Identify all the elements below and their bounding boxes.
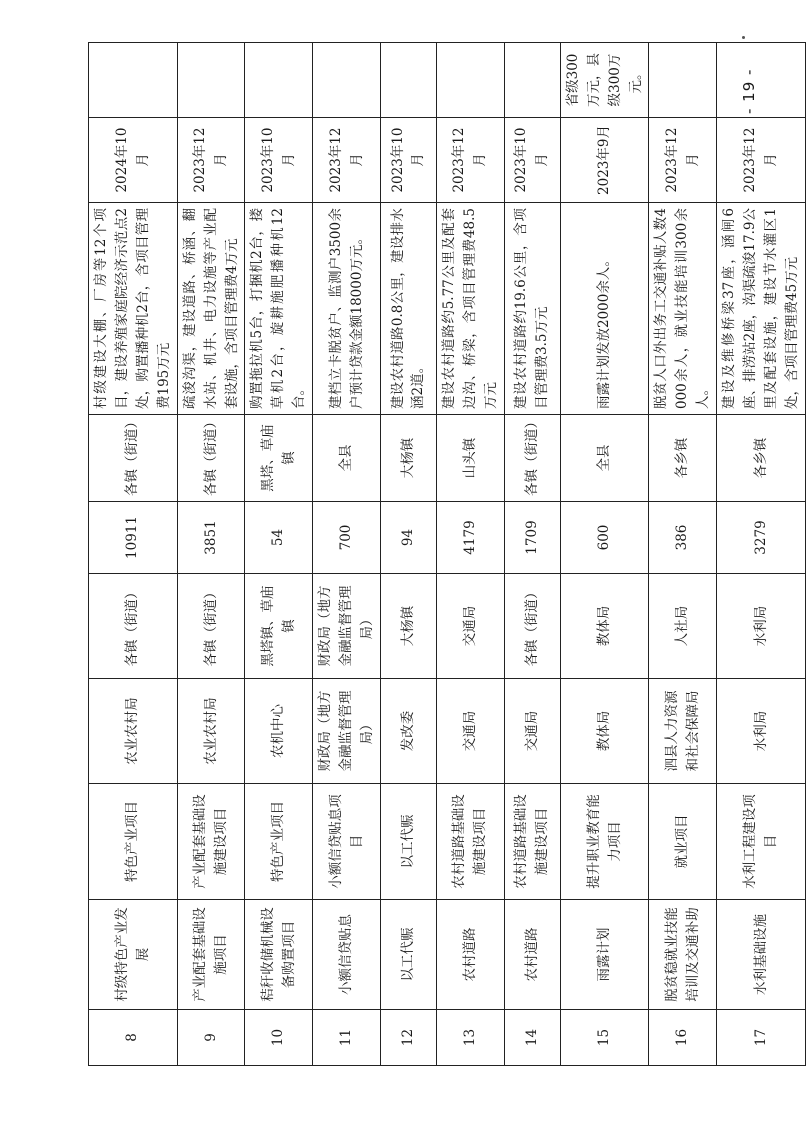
location-cell: 各镇（街道） [89, 415, 178, 502]
location-cell: 黑塔、草庙镇 [245, 415, 313, 502]
completion-date-cell: 2023年10月 [504, 118, 560, 203]
project-name-cell: 农村道路 [436, 900, 504, 1010]
table-row [313, 43, 381, 1066]
fund-amount-cell: 94 [380, 502, 436, 574]
fund-amount-cell: 700 [313, 502, 381, 574]
table-row [380, 43, 436, 1066]
project-type-cell: 农村道路基础设施建设项目 [504, 784, 560, 900]
project-type-cell: 产业配套基础设施建设项目 [177, 784, 245, 900]
project-name-cell: 雨露计划 [560, 900, 649, 1010]
project-name-cell: 秸秆收储机械设备购置项目 [245, 900, 313, 1010]
remark-cell [380, 43, 436, 118]
row-number-cell: 15 [560, 1010, 649, 1066]
project-type-cell: 小额信贷贴息项目 [313, 784, 381, 900]
construction-content-cell: 脱贫人口外出务工交通补贴人数4000余人，就业技能培训300余人。 [649, 203, 717, 415]
location-cell: 各乡镇 [649, 415, 717, 502]
project-name-cell: 农村道路 [504, 900, 560, 1010]
completion-date-cell: 2023年10月 [380, 118, 436, 203]
scan-dot [742, 36, 745, 39]
project-name-cell: 脱贫稳就业技能培训及交通补助 [649, 900, 717, 1010]
location-cell: 各镇（街道） [504, 415, 560, 502]
project-type-cell: 以工代赈 [380, 784, 436, 900]
implementing-unit-cell: 各镇（街道） [89, 574, 178, 679]
project-name-cell: 水利基础设施 [717, 900, 806, 1010]
remark-cell [313, 43, 381, 118]
table-row [717, 43, 806, 1066]
responsible-unit-cell: 交通局 [436, 679, 504, 784]
project-type-cell: 特色产业项目 [89, 784, 178, 900]
construction-content-cell: 建档立卡脱贫户、监测户3500余户预计贷款金额18000万元。 [313, 203, 381, 415]
completion-date-cell: 2023年10月 [245, 118, 313, 203]
completion-date-cell: 2023年12月 [436, 118, 504, 203]
fund-amount-cell: 386 [649, 502, 717, 574]
row-number-cell: 8 [89, 1010, 178, 1066]
location-cell: 各乡镇 [717, 415, 806, 502]
implementing-unit-cell: 人社局 [649, 574, 717, 679]
location-cell: 全县 [560, 415, 649, 502]
row-number-cell: 10 [245, 1010, 313, 1066]
project-type-cell: 特色产业项目 [245, 784, 313, 900]
table-row [649, 43, 717, 1066]
row-number-cell: 9 [177, 1010, 245, 1066]
table-row [560, 43, 649, 1066]
remark-cell: 省级300万元，县级300万元。 [560, 43, 649, 118]
implementing-unit-cell: 财政局（地方金融监督管理局） [313, 574, 381, 679]
fund-amount-cell: 3851 [177, 502, 245, 574]
implementing-unit-cell: 各镇（街道） [177, 574, 245, 679]
row-number-cell: 14 [504, 1010, 560, 1066]
responsible-unit-cell: 农业农村局 [89, 679, 178, 784]
completion-date-cell: 2023年9月 [560, 118, 649, 203]
implementing-unit-cell: 大杨镇 [380, 574, 436, 679]
location-cell: 山头镇 [436, 415, 504, 502]
project-type-cell: 提升职业教育能力项目 [560, 784, 649, 900]
project-name-cell: 村级特色产业发展 [89, 900, 178, 1010]
responsible-unit-cell: 水利局 [717, 679, 806, 784]
table-row [89, 43, 178, 1066]
responsible-unit-cell: 泗县人力资源和社会保障局 [649, 679, 717, 784]
fund-amount-cell: 4179 [436, 502, 504, 574]
fund-amount-cell: 54 [245, 502, 313, 574]
implementing-unit-cell: 交通局 [436, 574, 504, 679]
implementing-unit-cell: 黑塔镇、草庙镇 [245, 574, 313, 679]
implementing-unit-cell: 各镇（街道） [504, 574, 560, 679]
location-cell: 各镇（街道） [177, 415, 245, 502]
fund-amount-cell: 600 [560, 502, 649, 574]
project-name-cell: 小额信贷贴息 [313, 900, 381, 1010]
remark-cell [504, 43, 560, 118]
row-number-cell: 12 [380, 1010, 436, 1066]
completion-date-cell: 2023年12月 [717, 118, 806, 203]
construction-content-cell: 购置拖拉机5台，打捆机2台，搂草机2台，旋耕施肥播种机12台。 [245, 203, 313, 415]
responsible-unit-cell: 农业农村局 [177, 679, 245, 784]
completion-date-cell: 2023年12月 [177, 118, 245, 203]
row-number-cell: 17 [717, 1010, 806, 1066]
project-type-cell: 就业项目 [649, 784, 717, 900]
completion-date-cell: 2024年10月 [89, 118, 178, 203]
responsible-unit-cell: 财政局（地方金融监督管理局） [313, 679, 381, 784]
project-name-cell: 以工代赈 [380, 900, 436, 1010]
completion-date-cell: 2023年12月 [649, 118, 717, 203]
remark-cell [649, 43, 717, 118]
location-cell: 全县 [313, 415, 381, 502]
completion-date-cell: 2023年12月 [313, 118, 381, 203]
remark-cell [177, 43, 245, 118]
fund-amount-cell: 10911 [89, 502, 178, 574]
construction-content-cell: 建设农村道路0.8公里，建设排水涵2道。 [380, 203, 436, 415]
remark-cell [89, 43, 178, 118]
responsible-unit-cell: 教体局 [560, 679, 649, 784]
project-table [88, 42, 806, 1066]
construction-content-cell: 雨露计划发放2000余人。 [560, 203, 649, 415]
remark-cell [436, 43, 504, 118]
construction-content-cell: 村级建设大棚、厂房等12个项目，建设养殖家庭院经济示范点2处，购置播种机2台，含项目管理费195万元 [89, 203, 178, 415]
row-number-cell: 11 [313, 1010, 381, 1066]
remark-cell [717, 43, 806, 118]
table-row [436, 43, 504, 1066]
row-number-cell: 13 [436, 1010, 504, 1066]
page-number: - 19 - [740, 68, 758, 114]
row-number-cell: 16 [649, 1010, 717, 1066]
table-row [177, 43, 245, 1066]
fund-amount-cell: 3279 [717, 502, 806, 574]
implementing-unit-cell: 水利局 [717, 574, 806, 679]
remark-cell [245, 43, 313, 118]
location-cell: 大杨镇 [380, 415, 436, 502]
construction-content-cell: 建设农村道路约5.77公里及配套边沟、桥梁，含项目管理费48.5万元 [436, 203, 504, 415]
implementing-unit-cell: 教体局 [560, 574, 649, 679]
fund-amount-cell: 1709 [504, 502, 560, 574]
project-name-cell: 产业配套基础设施项目 [177, 900, 245, 1010]
construction-content-cell: 建设农村道路约19.6公里，含项目管理费3.5万元 [504, 203, 560, 415]
project-type-cell: 农村道路基础设施建设项目 [436, 784, 504, 900]
table-row [245, 43, 313, 1066]
construction-content-cell: 疏浚沟渠，建设道路、桥涵、翻水站、机井、电力设施等产业配套设施，含项目管理费4万元 [177, 203, 245, 415]
responsible-unit-cell: 交通局 [504, 679, 560, 784]
construction-content-cell: 建设及维修桥梁37座，涵闸6座、排涝站2座，沟渠疏浚17.9公里及配套设施，建设节水灌区1处，含项目管理费45万元 [717, 203, 806, 415]
project-type-cell: 水利工程建设项目 [717, 784, 806, 900]
table-row [504, 43, 560, 1066]
responsible-unit-cell: 发改委 [380, 679, 436, 784]
responsible-unit-cell: 农机中心 [245, 679, 313, 784]
